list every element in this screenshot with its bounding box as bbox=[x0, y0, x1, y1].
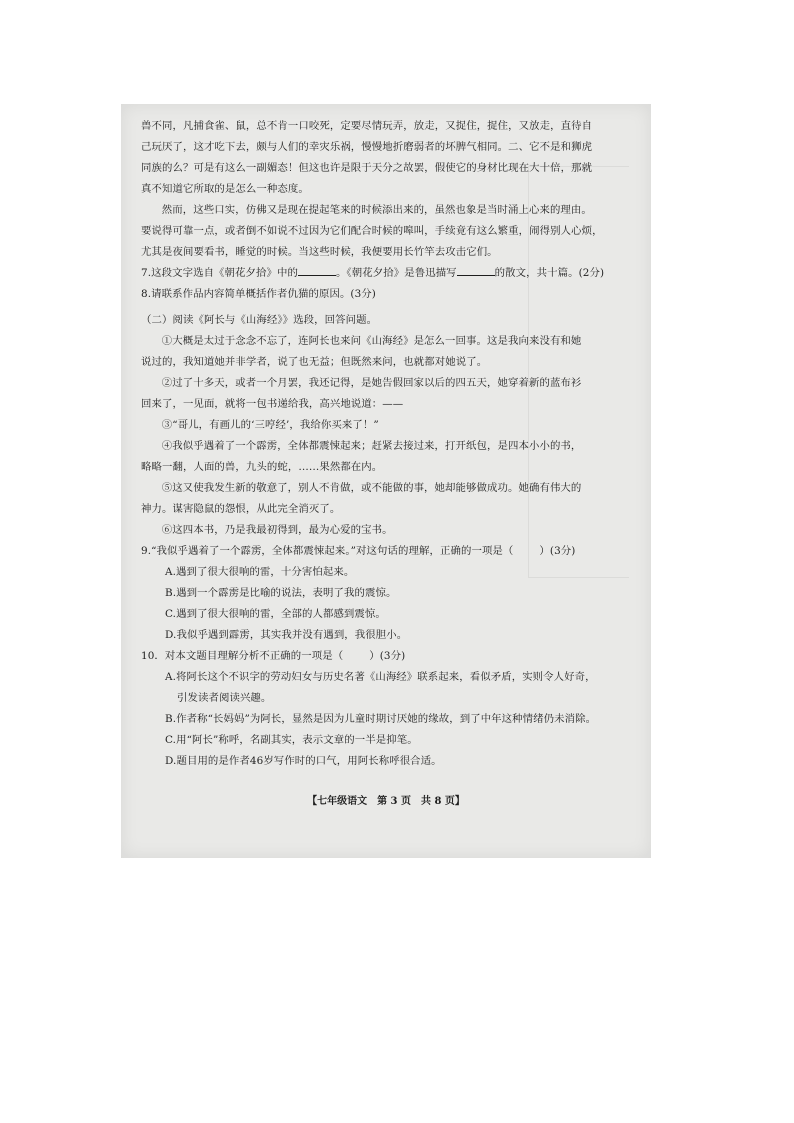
q7-blank-2[interactable] bbox=[457, 265, 495, 276]
section-2-heading: （二）阅读《阿长与《山海经》》选段，回答问题。 bbox=[141, 314, 378, 326]
passage1-para2-line: 然而，这些口实，仿佛又是现在提起笔来的时候添出来的，虽然也象是当时涌上心来的理由。 bbox=[161, 204, 592, 216]
question-8: 8.请联系作品内容简单概括作者仇猫的原因。(3分) bbox=[141, 288, 376, 300]
q9-option-a: A.遇到了很大很响的雷，十分害怕起来。 bbox=[165, 566, 355, 578]
question-10 bbox=[141, 646, 633, 667]
passage2-line: 说过的，我知道她并非学者，说了也无益；但既然来问，也就都对她说了。 bbox=[141, 356, 488, 368]
q10-option-d: D.题目用的是作者46岁写作时的口气，用阿长称呼很合适。 bbox=[165, 755, 442, 767]
question-7 bbox=[141, 263, 633, 284]
question-9 bbox=[141, 541, 633, 562]
passage1-line: 同族的么？可是有这么一副媚态！但这也许是限于天分之故罢，假使它的身材比现在大十倍，那就 bbox=[141, 162, 593, 174]
passage2-line: ①大概是太过于念念不忘了，连阿长也来问《山海经》是怎么一回事。这是我向来没有和她 bbox=[161, 335, 582, 347]
q10-tail: ）(3分) bbox=[369, 650, 406, 662]
passage2-line: 神力。谋害隐鼠的怨恨，从此完全消灭了。 bbox=[141, 503, 341, 515]
passage1-line: 真不知道它所取的是怎么一种态度。 bbox=[141, 183, 309, 195]
q10-option-a: A.将阿长这个不识字的劳动妇女与历史名著《山海经》联系起来，看似矛盾，实则令人好奇， bbox=[165, 671, 596, 683]
passage1-line: 己玩厌了，这才吃下去，颇与人们的幸灾乐祸，慢慢地折磨弱者的坏脾气相同。二、它不是和狮虎 bbox=[141, 141, 593, 153]
passage2-line: ④我似乎遇着了一个霹雳，全体都震悚起来；赶紧去接过来，打开纸包，是四本小小的书， bbox=[161, 440, 582, 452]
passage2-line: 略略一翻，人面的兽，九头的蛇，……果然都在内。 bbox=[141, 461, 383, 473]
q7-text-post: 的散文，共十篇。(2分) bbox=[494, 267, 605, 279]
q10-option-a-cont: 引发读者阅读兴趣。 bbox=[177, 692, 272, 704]
passage1-para2-line: 尤其是夜间要看书，睡觉的时候。当这些时候，我便要用长竹竿去攻击它们。 bbox=[141, 246, 498, 258]
passage2-line: ③“哥儿，有画儿的‘三哼经’，我给你买来了！” bbox=[161, 419, 379, 431]
q10-stem: 10．对本文题目理解分析不正确的一项是（ bbox=[141, 650, 344, 662]
q9-option-c: C.遇到了很大很响的雷，全部的人都感到震惊。 bbox=[165, 608, 386, 620]
passage2-line: ②过了十多天，或者一个月罢，我还记得，是她告假回家以后的四五天，她穿着新的蓝布衫 bbox=[161, 377, 582, 389]
q9-option-b: B.遇到一个霹雳是比喻的说法，表明了我的震惊。 bbox=[165, 587, 397, 599]
q7-text-mid: 。《朝花夕拾》是鲁迅描写 bbox=[335, 267, 457, 279]
passage2-line: ⑤这又使我发生新的敬意了，别人不肯做，或不能做的事，她却能够做成功。她确有伟大的 bbox=[161, 482, 582, 494]
page-content bbox=[141, 116, 633, 772]
q9-tail: ）(3分) bbox=[539, 545, 576, 557]
q7-text-pre: 7.这段文字选自《朝花夕拾》中的 bbox=[141, 267, 298, 279]
passage1-line: 兽不同，凡捕食雀、鼠，总不肯一口咬死，定要尽情玩弄，放走，又捉住，捉住，又放走，直待自 bbox=[141, 120, 593, 132]
passage1-para2-line: 要说得可靠一点，或者倒不如说不过因为它们配合时候的嗥叫，手续竟有这么繁重，闹得别人心烦， bbox=[141, 225, 603, 237]
page-footer: 【七年级语文 第 3 页 共 8 页】 bbox=[307, 796, 465, 807]
passage2-line: ⑥这四本书，乃是我最初得到，最为心爱的宝书。 bbox=[161, 524, 393, 536]
passage2-line: 回来了，一见面，就将一包书递给我，高兴地说道：—— bbox=[141, 398, 404, 410]
q9-option-d: D.我似乎遇到霹雳，其实我并没有遇到，我很胆小。 bbox=[165, 629, 408, 641]
q10-option-b: B.作者称“长妈妈”为阿长，显然是因为儿童时期讨厌她的缘故，到了中年这种情绪仍未消除。 bbox=[165, 713, 597, 725]
q7-blank-1[interactable] bbox=[298, 265, 336, 276]
q10-option-c: C.用“阿长”称呼，名副其实，表示文章的一半是抑笔。 bbox=[165, 734, 418, 746]
q9-stem: 9.“我似乎遇着了一个霹雳，全体都震悚起来。”对这句话的理解，正确的一项是（ bbox=[141, 545, 514, 557]
scanned-page bbox=[121, 104, 651, 858]
